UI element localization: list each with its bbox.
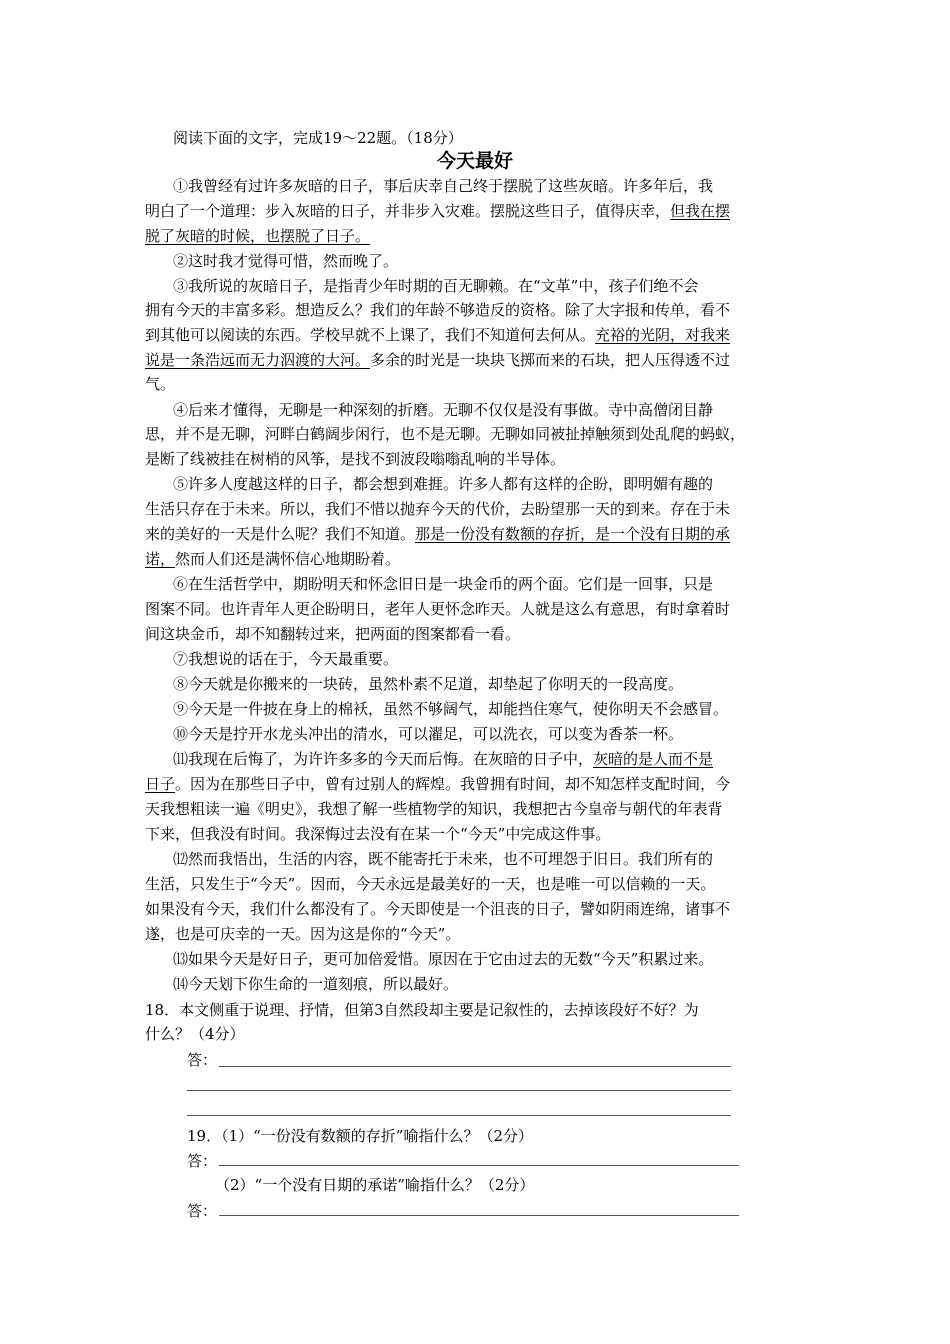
text-segment: ④后来才懂得，无聊是一种深刻的折磨。无聊不仅仅是没有事做。寺中高僧闭目静 [173, 401, 714, 419]
underlined-sentence: 那是一份没有数额的存折，是一个没有日期的承 [415, 525, 731, 543]
underlined-sentence: 日子 [145, 775, 176, 793]
text-segment: ⒀如果今天是好日子，更可加倍爱惜。原因在于它由过去的无数“今天”积累过来。 [173, 950, 714, 968]
text-segment: ⑨今天是一件披在身上的棉袄，虽然不够阔气，却能挡住寒气，使你明天不会感冒。 [173, 700, 729, 718]
article-line [145, 597, 730, 621]
text-segment: 如果没有今天，我们什么都没有了。今天即使是一个沮丧的日子，譬如阴雨连绵，诸事不 [145, 900, 731, 918]
text-segment: ⑦我想说的话在于，今天最重要。 [173, 650, 399, 668]
article-line [173, 472, 713, 496]
text-segment: 气。 [145, 375, 176, 393]
text-segment: ②这时我才觉得可惜，然而晚了。 [173, 252, 399, 270]
text-segment: 是断了线被挂在树梢的风筝，是找不到波段嗡嗡乱响的半导体。 [145, 450, 566, 468]
text-segment: 思，并不是无聊，河畔白鹤阔步闲行，也不是无聊。无聊如同被扯掉触须到处乱爬的蚂蚁， [145, 425, 746, 443]
article-line [173, 274, 698, 298]
article-line [145, 872, 715, 896]
question-18-line1: 18．本文侧重于说理、抒情，但第3自然段却主要是记叙性的，去掉该段好不好？为 [145, 1001, 699, 1019]
article-line [173, 947, 713, 971]
article-line [173, 647, 398, 671]
text-segment: ⑾我现在后悔了，为许许多多的今天而后悔。在灰暗的日子中， [173, 750, 594, 768]
question-18-line2: 什么？（4分） [145, 1025, 245, 1043]
answer-line-19-1[interactable] [219, 1165, 739, 1166]
text-segment: ⑩今天是拧开水龙头冲出的清水，可以濯足，可以洗衣，可以变为香茶一杯。 [173, 725, 684, 743]
underlined-sentence: 说是一条浩远而无力泅渡的大河。 [145, 351, 371, 369]
article-line [173, 847, 713, 871]
article-line [145, 547, 400, 571]
article-line [173, 398, 713, 422]
text-segment: ⒁今天划下你生命的一道刻痕，所以最好。 [173, 975, 459, 993]
instruction: 阅读下面的文字，完成19～22题。（18分） [173, 129, 463, 147]
text-segment: 间这块金币，却不知翻转过来，把两面的图案都看一看。 [145, 625, 521, 643]
text-segment: 明白了一个道理：步入灰暗的日子，并非步入灾难。摆脱这些日子，值得庆幸， [145, 202, 671, 220]
underlined-sentence: 但我在摆 [670, 202, 731, 220]
text-segment: 到其他可以阅读的东西。学校早就不上课了，我们不知道何去何从。 [145, 326, 596, 344]
text-segment: 遂，也是可庆幸的一天。因为这是你的“今天”。 [145, 925, 461, 943]
text-segment: ⑿然而我悟出，生活的内容，既不能寄托于未来，也不可埋怨于旧日。我们所有的 [173, 850, 714, 868]
question-19-1: 19．（1）“一份没有数额的存折”喻指什么？（2分） [187, 1127, 534, 1145]
article-line [145, 447, 565, 471]
text-segment: 多余的时光是一块块飞掷而来的石块，把人压得透不过 [370, 351, 731, 369]
answer-label-19-1: 答： [187, 1152, 218, 1170]
underlined-sentence: 脱了灰暗的时候，也摆脱了日子。 [145, 227, 371, 245]
answer-label-19-2: 答： [187, 1202, 218, 1220]
article-line [145, 224, 370, 248]
article-line [145, 348, 730, 372]
article-line [145, 622, 520, 646]
article-line [145, 323, 730, 347]
article-line [173, 672, 683, 696]
text-segment: 来的美好的一天是什么呢？我们不知道。 [145, 525, 416, 543]
text-segment: 。因为在那些日子中，曾有过别人的辉煌。我曾拥有时间，却不知怎样支配时间，今 [175, 775, 731, 793]
answer-line-18a[interactable] [219, 1066, 731, 1067]
text-segment: ①我曾经有过许多灰暗的日子，事后庆幸自己终于摆脱了这些灰暗。许多年后，我 [173, 177, 714, 195]
answer-line-18c[interactable] [187, 1115, 731, 1116]
text-segment: 天我想粗读一遍《明史》，我想了解一些植物学的知识，我想把古今皇帝与朝代的年表背 [145, 800, 723, 818]
article-line [145, 497, 730, 521]
text-segment: 拥有今天的丰富多彩。想造反么？我们的年龄不够造反的资格。除了大字报和传单，看不 [145, 301, 731, 319]
answer-line-18b[interactable] [187, 1090, 731, 1091]
article-title: 今天最好 [436, 150, 513, 172]
article-line [173, 174, 713, 198]
text-segment: 生活只存在于未来。所以，我们不惜以抛弃今天的代价，去盼望那一天的到来。存在于未 [145, 500, 731, 518]
article-line [173, 572, 713, 596]
article-line [145, 422, 745, 446]
text-segment: 图案不同。也许青年人更企盼明日，老年人更怀念昨天。人就是这么有意思，有时拿着时 [145, 600, 731, 618]
article-line [173, 722, 683, 746]
underlined-sentence: 诺， [145, 550, 176, 568]
article-line [145, 897, 730, 921]
article-line [173, 747, 713, 771]
underlined-sentence: 灰暗的是人而不是 [593, 750, 714, 768]
text-segment: 生活，只发生于“今天”。因而，今天永远是最美好的一天，也是唯一可以信赖的一天。 [145, 875, 716, 893]
article-line [145, 522, 730, 546]
article-line [145, 822, 610, 846]
article-line [173, 972, 458, 996]
text-segment: ⑥在生活哲学中，期盼明天和怀念旧日是一块金币的两个面。它们是一回事，只是 [173, 575, 714, 593]
text-segment: 然而人们还是满怀信心地期盼着。 [175, 550, 401, 568]
article-line [145, 922, 460, 946]
answer-line-19-2[interactable] [219, 1215, 739, 1216]
text-segment: 下来，但我没有时间。我深悔过去没有在某一个“今天”中完成这件事。 [145, 825, 611, 843]
article-line [145, 797, 723, 821]
article-line [173, 249, 398, 273]
text-segment: ⑤许多人度越这样的日子，都会想到难捱。许多人都有这样的企盼，即明媚有趣的 [173, 475, 714, 493]
article-line [145, 199, 730, 223]
article-line [145, 772, 730, 796]
article-line [145, 372, 175, 396]
article-line [145, 298, 730, 322]
text-segment: ③我所说的灰暗日子，是指青少年时期的百无聊赖。在“文革”中，孩子们绝不会 [173, 277, 699, 295]
article-line [173, 697, 728, 721]
underlined-sentence: 充裕的光阴，对我来 [595, 326, 731, 344]
answer-label-18: 答： [187, 1051, 218, 1069]
text-segment: ⑧今天就是你搬来的一块砖，虽然朴素不足道，却垫起了你明天的一段高度。 [173, 675, 684, 693]
question-19-2: （2）“一个没有日期的承诺”喻指什么？（2分） [215, 1176, 535, 1194]
